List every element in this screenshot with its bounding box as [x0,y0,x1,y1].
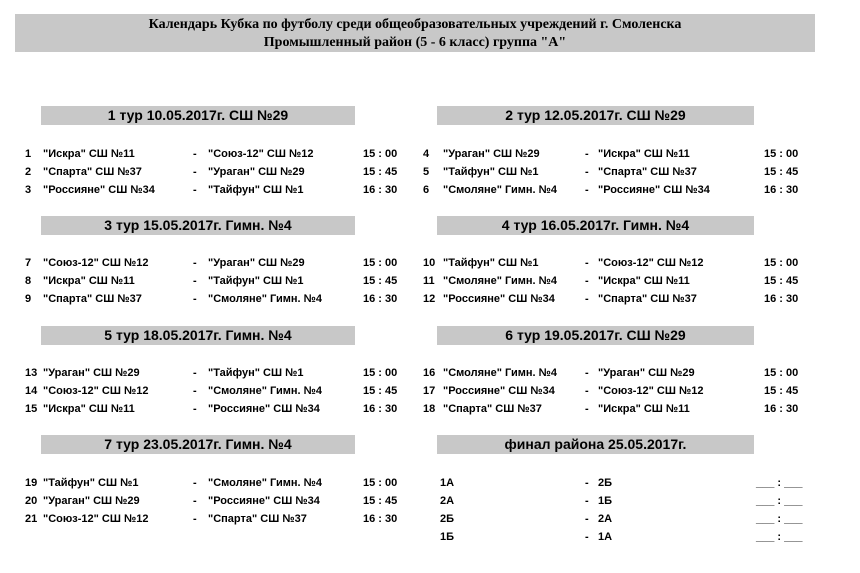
away-team: "Смоляне" Гимн. №4 [208,385,323,397]
home-team: "Спарта" СШ №37 [43,293,142,305]
match-row [25,364,415,382]
round-2-title: 2 тур 12.05.2017г. СШ №29 [437,106,754,125]
home-team: "Спарта" СШ №37 [43,166,142,178]
home-team: 2Б [440,513,455,525]
match-row [25,382,415,400]
match-row [423,364,823,382]
match-number: 15 [25,403,38,415]
match-dash: - [193,495,197,507]
match-row [25,474,415,492]
match-number: 13 [25,367,38,379]
match-row [423,181,823,199]
match-time: 16 : 30 [363,513,398,525]
match-number: 8 [25,275,32,287]
match-row [25,290,415,308]
match-number: 11 [423,275,435,287]
away-team: "Спарта" СШ №37 [208,513,307,525]
away-team: "Ураган" СШ №29 [598,367,695,379]
home-team: "Россияне" СШ №34 [443,293,555,305]
match-row [423,290,823,308]
home-team: 2А [440,495,455,507]
match-time: 16 : 30 [764,184,799,196]
final-title: финал района 25.05.2017г. [437,435,754,454]
match-row [25,254,415,272]
home-team: "Тайфун" СШ №1 [443,257,539,269]
match-time: 15 : 00 [363,367,398,379]
score-blank: ___ : ___ [756,513,803,525]
header-title-line2: Промышленный район (5 - 6 класс) группа "А" [263,35,567,50]
match-number: 5 [423,166,430,178]
match-number: 1 [25,148,32,160]
away-team: 1Б [598,495,613,507]
match-dash: - [193,184,197,196]
match-number: 12 [423,293,436,305]
match-dash: - [585,531,589,543]
away-team: "Тайфун" СШ №1 [208,275,304,287]
score-blank: ___ : ___ [756,531,803,543]
away-team: 2А [598,513,613,525]
home-team: "Смоляне" Гимн. №4 [443,367,558,379]
match-time: 15 : 45 [363,495,398,507]
match-dash: - [193,385,197,397]
match-dash: - [585,184,589,196]
home-team: "Союз-12" СШ №12 [43,385,149,397]
home-team: "Тайфун" СШ №1 [43,477,139,489]
match-time: 16 : 30 [764,293,799,305]
match-time: 15 : 45 [363,166,398,178]
away-team: "Союз-12" СШ №12 [598,257,704,269]
away-team: "Россияне" СШ №34 [598,184,710,196]
round-6-title: 6 тур 19.05.2017г. СШ №29 [437,326,754,345]
away-team: "Искра" СШ №11 [598,275,690,287]
match-row [25,145,415,163]
home-team: "Смоляне" Гимн. №4 [443,184,558,196]
match-time: 15 : 00 [363,257,398,269]
home-team: "Искра" СШ №11 [43,403,135,415]
away-team: "Тайфун" СШ №1 [208,184,304,196]
away-team: "Смоляне" Гимн. №4 [208,293,323,305]
match-dash: - [585,367,589,379]
match-dash: - [585,275,589,287]
match-dash: - [193,293,197,305]
away-team: "Россияне" СШ №34 [208,495,320,507]
match-row [25,272,415,290]
round-7-title: 7 тур 23.05.2017г. Гимн. №4 [41,435,355,454]
final-match-row [423,474,823,492]
match-time: 15 : 00 [764,257,799,269]
home-team: "Ураган" СШ №29 [43,495,140,507]
match-time: 16 : 30 [363,403,398,415]
home-team: "Союз-12" СШ №12 [43,513,149,525]
home-team: "Смоляне" Гимн. №4 [443,275,558,287]
match-time: 15 : 00 [363,477,398,489]
match-dash: - [193,367,197,379]
home-team: "Россияне" СШ №34 [43,184,155,196]
match-time: 16 : 30 [764,403,799,415]
away-team: 1А [598,531,613,543]
away-team: "Ураган" СШ №29 [208,166,305,178]
match-row [423,382,823,400]
away-team: 2Б [598,477,613,489]
match-time: 15 : 00 [363,148,398,160]
match-dash: - [585,385,589,397]
home-team: "Искра" СШ №11 [43,275,135,287]
away-team: "Тайфун" СШ №1 [208,367,304,379]
match-dash: - [193,275,197,287]
match-number: 18 [423,403,436,415]
away-team: "Россияне" СШ №34 [208,403,320,415]
match-dash: - [585,293,589,305]
final-match-row [423,492,823,510]
round-3-title: 3 тур 15.05.2017г. Гимн. №4 [41,216,355,235]
match-row [423,272,823,290]
match-dash: - [585,513,589,525]
match-row [423,254,823,272]
final-match-row [423,510,823,528]
final-match-row [423,528,823,546]
match-number: 21 [25,513,38,525]
match-dash: - [585,148,589,160]
match-time: 15 : 45 [764,166,799,178]
match-number: 7 [25,257,32,269]
match-time: 15 : 00 [764,148,799,160]
match-number: 19 [25,477,38,489]
match-number: 9 [25,293,32,305]
match-time: 15 : 45 [363,385,398,397]
match-dash: - [193,477,197,489]
match-time: 15 : 45 [363,275,398,287]
away-team: "Спарта" СШ №37 [598,293,697,305]
match-row [423,145,823,163]
match-dash: - [585,166,589,178]
away-team: "Спарта" СШ №37 [598,166,697,178]
match-row [25,400,415,418]
match-time: 15 : 00 [764,367,799,379]
home-team: "Россияне" СШ №34 [443,385,555,397]
match-row [25,163,415,181]
home-team: "Ураган" СШ №29 [443,148,540,160]
match-row [25,510,415,528]
away-team: "Союз-12" СШ №12 [208,148,314,160]
away-team: "Искра" СШ №11 [598,403,690,415]
home-team: "Тайфун" СШ №1 [443,166,539,178]
away-team: "Союз-12" СШ №12 [598,385,704,397]
match-dash: - [585,477,589,489]
home-team: "Искра" СШ №11 [43,148,135,160]
match-row [25,181,415,199]
score-blank: ___ : ___ [756,495,803,507]
home-team: "Ураган" СШ №29 [43,367,140,379]
match-row [25,492,415,510]
match-number: 2 [25,166,32,178]
match-dash: - [585,257,589,269]
match-dash: - [585,495,589,507]
round-4-title: 4 тур 16.05.2017г. Гимн. №4 [437,216,754,235]
match-dash: - [585,403,589,415]
away-team: "Смоляне" Гимн. №4 [208,477,323,489]
match-time: 15 : 45 [764,385,799,397]
page-header [15,14,815,52]
match-dash: - [193,166,197,178]
match-time: 16 : 30 [363,184,398,196]
match-time: 16 : 30 [363,293,398,305]
home-team: "Спарта" СШ №37 [443,403,542,415]
match-row [423,400,823,418]
match-time: 15 : 45 [764,275,799,287]
round-1-title: 1 тур 10.05.2017г. СШ №29 [41,106,355,125]
match-number: 10 [423,257,436,269]
match-dash: - [193,513,197,525]
match-number: 14 [25,385,38,397]
home-team: "Союз-12" СШ №12 [43,257,149,269]
match-number: 20 [25,495,38,507]
header-title-line1: Календарь Кубка по футболу среди общеобразовательных учреждений г. Смоленска [148,17,682,32]
match-dash: - [193,148,197,160]
match-number: 6 [423,184,430,196]
match-dash: - [193,403,197,415]
match-number: 4 [423,148,430,160]
home-team: 1Б [440,531,455,543]
away-team: "Искра" СШ №11 [598,148,690,160]
home-team: 1А [440,477,455,489]
match-number: 16 [423,367,436,379]
score-blank: ___ : ___ [756,477,803,489]
away-team: "Ураган" СШ №29 [208,257,305,269]
round-5-title: 5 тур 18.05.2017г. Гимн. №4 [41,326,355,345]
match-number: 3 [25,184,32,196]
match-number: 17 [423,385,436,397]
match-row [423,163,823,181]
match-dash: - [193,257,197,269]
